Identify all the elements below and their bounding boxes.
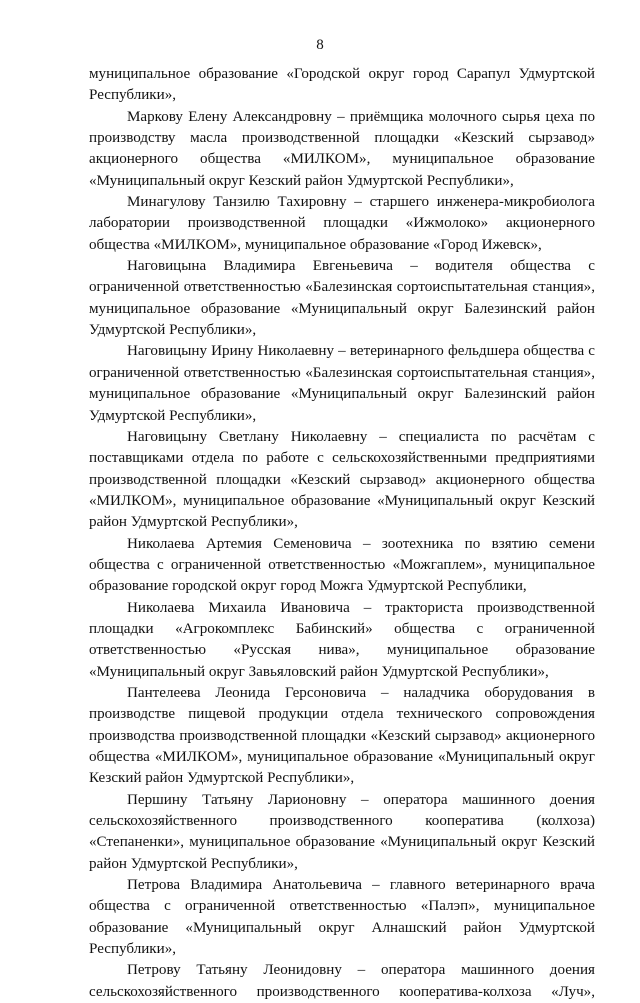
document-body [89,64,595,1003]
award-entry: Наговицыну Ирину Николаевну – ветеринарного фельдшера общества с ограниченной ответственностью «Балезинская сортоиспытательная станция», муниципальное образование «Муниципальный округ Балезинский район Удмуртской Республики», [89,343,595,424]
award-entry: Наговицына Владимира Евгеньевича – водителя общества с ограниченной ответственностью «Балезинская сортоиспытательная станция», муниципальное образование «Муниципальный округ Балезинский район Удмуртской Республики», [89,258,595,339]
award-entry: Наговицыну Светлану Николаевну – специалиста по расчётам с поставщиками отдела по работе с сельскохозяйственными предприятиями производственной площадки «Кезский сырзавод» акционерного общества «МИЛКОМ», муниципальное образование «Муниципальный округ Кезский район Удмуртской Республики», [89,428,595,531]
award-entry: Николаева Артемия Семеновича – зоотехника по взятию семени общества с ограниченной ответственностью «Можгаплем», муниципальное образование городской округ город Можга Удмуртской Республики, [89,535,595,595]
award-entry: Минагулову Танзилю Тахировну – старшего инженера-микробиолога лаборатории производственной площадки «Ижмолоко» акционерного общества «МИЛКОМ», муниципальное образование «Город Ижевск», [89,194,595,253]
award-entry: Пантелеева Леонида Герсоновича – наладчика оборудования в производстве пищевой продукции отдела технического сопровождения производства производственной площадки «Кезский сырзавод» акционерного общества «МИЛКОМ», муниципальное образование «Муниципальный округ Кезский район Удмуртской Республики», [89,684,595,787]
award-entry: Першину Татьяну Ларионовну – оператора машинного доения сельскохозяйственного производственного кооператива (колхоза) «Степаненки», муниципальное образование «Муниципальный округ Кезский район Удмуртской Республики», [89,791,595,872]
award-entry: Петрова Владимира Анатольевича – главного ветеринарного врача общества с ограниченной ответственностью «Палэп», муниципальное образование «Муниципальный округ Алнашский район Удмуртской Республики», [89,877,595,958]
page-number: 8 [316,37,324,53]
award-entry: Петрову Татьяну Леонидовну – оператора машинного доения сельскохозяйственного производственного кооператива-колхоза «Луч», [89,962,595,1000]
award-entry: Николаева Михаила Ивановича – тракториста производственной площадки «Агрокомплекс Бабинский» общества с ограниченной ответственностью «Русская нива», муниципальное образование «Муниципальный округ Завьяловский район Удмуртской Республики», [89,599,595,680]
award-entry: Маркову Елену Александровну – приёмщика молочного сырья цеха по производству масла производственной площадки «Кезский сырзавод» акционерного общества «МИЛКОМ», муниципальное образование «Муниципальный округ Кезский район Удмуртской Республики», [89,108,595,189]
paragraph-continued: муниципальное образование «Городской округ город Сарапул Удмуртской Республики», [89,66,595,104]
